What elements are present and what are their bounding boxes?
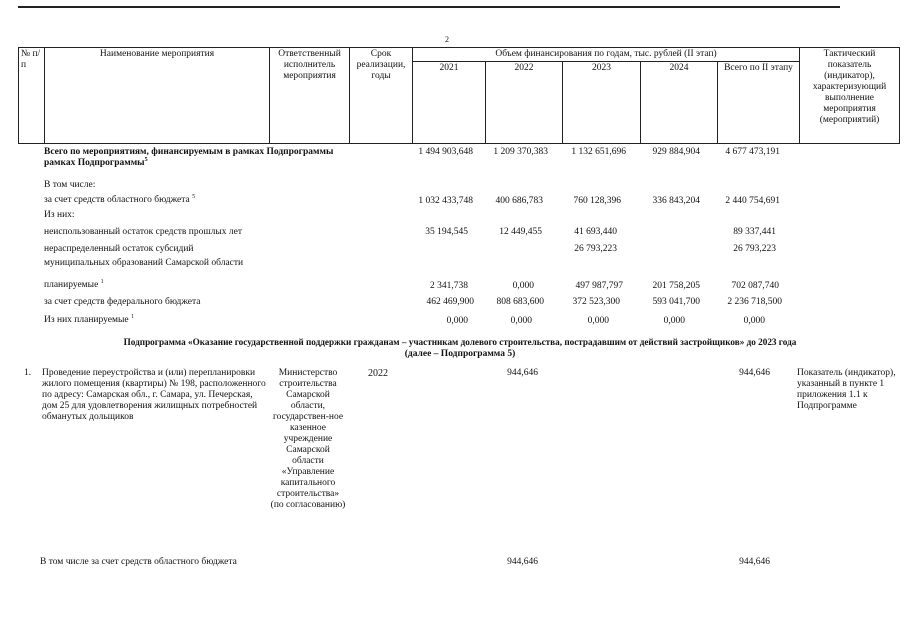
total-2021: 1 494 903,648 [418, 147, 473, 157]
planned-2021: 2 341,738 [430, 281, 468, 291]
item1-2022: 944,646 [507, 368, 538, 378]
total-2024: 929 884,904 [652, 147, 700, 157]
planned2-2024: 0,000 [663, 316, 685, 326]
header-year-2021: 2021 [413, 62, 486, 144]
planned-label: планируемые $^1$ [44, 278, 104, 290]
undistributed-label-1: нераспределенный остаток субсидий [44, 244, 194, 254]
header-num: № п/п [19, 48, 45, 144]
planned-2022: 0,000 [512, 281, 534, 291]
regional-2024: 336 843,204 [652, 196, 700, 206]
unused-label: неиспользованный остаток средств прошлых лет [44, 227, 243, 237]
subprogram-title: Подпрограмма «Оказание государственной поддержки гражданам – участникам долевого строительства, пострадавшим от действий застройщиков» до 2023 года [123, 337, 797, 347]
header-year-2022: 2022 [486, 62, 563, 144]
top-rule [18, 6, 840, 8]
planned2-2021: 0,000 [446, 316, 468, 326]
planned-2024: 201 758,205 [652, 281, 700, 291]
federal-2021: 462 469,900 [426, 297, 474, 307]
item1-num: 1. [24, 368, 32, 378]
item1-regional-2022: 944,646 [507, 557, 538, 567]
planned2-2023: 0,000 [587, 316, 609, 326]
undistributed-2023: 26 793,223 [574, 244, 617, 254]
planned2-label: Из них планируемые $^1$ [44, 313, 134, 325]
planned2-all: 0,000 [743, 316, 765, 326]
federal-2024: 593 041,700 [652, 297, 700, 307]
item1-regional-total: 944,646 [739, 557, 770, 567]
total-2023: 1 132 651,696 [571, 147, 626, 157]
header-name: Наименование мероприятия [45, 48, 270, 144]
undistributed-label-2: муниципальных образований Самарской области [44, 258, 244, 268]
item1-name: Проведение переустройства и (или) перепланировки жилого помещения (квартиры) № 198, расположенного по адресу: Самарская обл., г. Самара, ул. Печерская, дом 25 для удовлетворения жилищных потребностей обманутых дольщиков [42, 368, 266, 422]
item1-total: 944,646 [739, 368, 770, 378]
planned-all: 702 087,740 [731, 281, 779, 291]
federal-all: 2 236 718,500 [727, 297, 782, 307]
federal-2022: 808 683,600 [496, 297, 544, 307]
header-year-2024: 2024 [641, 62, 718, 144]
federal-2023: 372 523,300 [572, 297, 620, 307]
federal-label: за счет средств федерального бюджета [44, 297, 201, 307]
total-label: Всего по мероприятиям, финансируемым в рамках Подпрограммы [44, 147, 334, 157]
header-year-2023: 2023 [563, 62, 641, 144]
unused-2021: 35 194,545 [425, 227, 468, 237]
item1-term: 2022 [368, 368, 388, 379]
header-table [18, 47, 900, 144]
including-label: В том числе: [44, 180, 96, 190]
header-responsible: Ответственный исполнитель мероприятия [270, 48, 350, 144]
unused-all: 89 337,441 [733, 227, 776, 237]
header-financing: Объем финансирования по годам, тыс. рублей (II этап) [413, 48, 800, 62]
planned-2023: 497 987,797 [575, 281, 623, 291]
header-term: Срок реализации, годы [350, 48, 413, 144]
total-all: 4 677 473,191 [725, 147, 780, 157]
total-2022: 1 209 370,383 [493, 147, 548, 157]
regional-2021: 1 032 433,748 [418, 196, 473, 206]
regional-2023: 760 128,396 [573, 196, 621, 206]
header-year-total: Всего по II этапу [718, 62, 800, 144]
item1-regional-label: В том числе за счет средств областного бюджета [40, 557, 237, 567]
regional-all: 2 440 754,691 [725, 196, 780, 206]
item1-indicator: Показатель (индикатор), указанный в пункте 1 приложения 1.1 к Подпрограмме [797, 368, 896, 411]
item1-responsible: Министерство строительства Самарской области, государствен-ное казенное учреждение Самарской области «Управление капитального строительства» (по согласованию) [270, 368, 346, 510]
total-label-2: рамках Подпрограммы$^5$ [44, 156, 148, 168]
undistributed-all: 26 793,223 [733, 244, 776, 254]
regional-label: за счет средств областного бюджета $^5$ [44, 193, 196, 205]
regional-2022: 400 686,783 [495, 196, 543, 206]
planned2-2022: 0,000 [510, 316, 532, 326]
unused-2022: 12 449,455 [499, 227, 542, 237]
subprogram-title-2: (далее – Подпрограмма 5) [404, 349, 516, 359]
page-number: 2 [445, 35, 449, 44]
of-them-label: Из них: [44, 210, 75, 220]
header-indicator: Тактический показатель (индикатор), характеризующий выполнение мероприятия (мероприятий) [800, 48, 900, 144]
unused-2023: 41 693,440 [574, 227, 617, 237]
